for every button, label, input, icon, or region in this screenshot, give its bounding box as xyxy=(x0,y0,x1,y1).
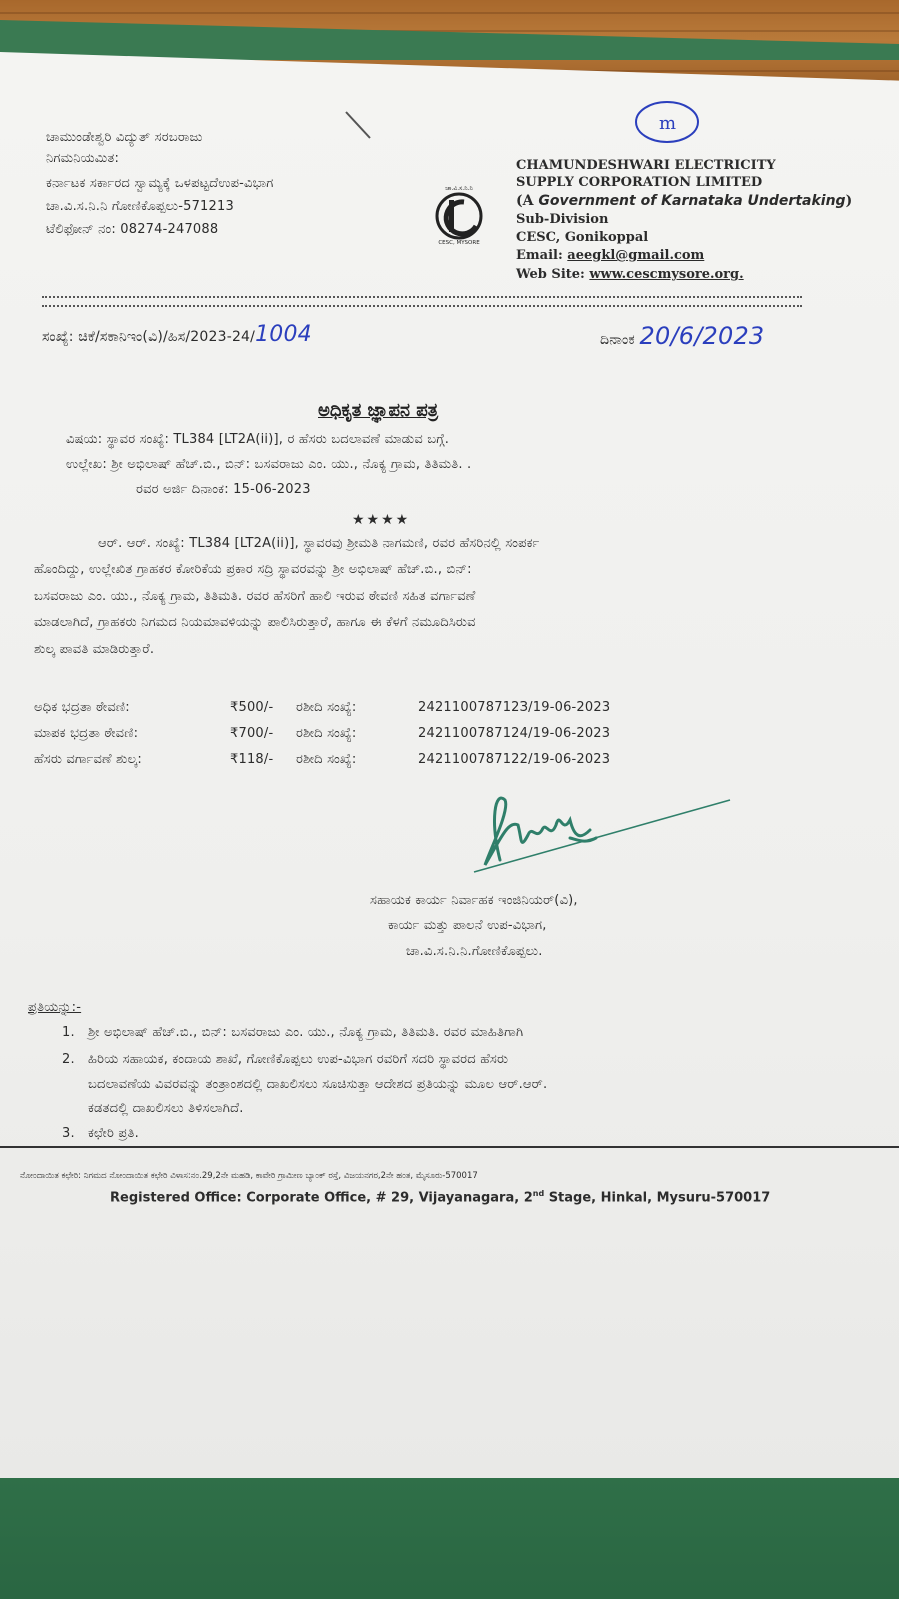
cesc-logo-icon xyxy=(424,182,494,246)
copy-item-text: ಕಛೇರಿ ಪ್ರತಿ. xyxy=(88,1126,139,1141)
body-line-4: ಮಾಡಲಾಗಿದೆ, ಗ್ರಾಹಕರು ನಿಗಮದ ನಿಯಮಾವಳಿಯನ್ನು ಪಾಲಿಸಿರುತ್ತಾರೆ, ಹಾಗೂ ಈ ಕೆಳಗೆ ನಮೂದಿಸಿರುವ xyxy=(34,615,476,630)
copy-item-number: 3. xyxy=(62,1126,75,1141)
header-kn-line-1: ಚಾಮುಂಡೇಶ್ವರಿ ವಿದ್ಯುತ್ ಸರಬರಾಜು xyxy=(46,130,203,145)
header-separator-2 xyxy=(42,305,802,307)
header-kn-line-3: ಕರ್ನಾಟಕ ಸರ್ಕಾರದ ಸ್ವಾಮ್ಯಕ್ಕೆ ಒಳಪಟ್ಟದೆಉಪ-ವಿಭಾಗ xyxy=(46,176,274,191)
svg-text:CESC, MYSORE: CESC, MYSORE xyxy=(438,240,480,246)
memo-title: ಅಧಿಕೃತ ಜ್ಞಾಪನ ಪತ್ರ xyxy=(318,400,439,421)
email-link[interactable]: aeegkl@gmail.com xyxy=(567,248,705,263)
signature-mark xyxy=(470,780,740,890)
header-kn-line-5: ಟೆಲಿಫೋನ್ ನಂ: 08274-247088 xyxy=(46,222,219,237)
svg-text:ಚಾ.ವಿ.ಸ.ನಿ.ನಿ: ಚಾ.ವಿ.ಸ.ನಿ.ನಿ xyxy=(445,185,473,192)
separator-stars: ★★★★ xyxy=(352,512,411,528)
reference-number: ಸಂಖ್ಯೆ: ಚಿಕೆ/ಸಕಾನಿಇಂ(ವಿ)/ಹಿಸ/2023-24/1004 xyxy=(42,322,312,347)
handwritten-circle-mark xyxy=(631,98,701,148)
fee-row: ಮಾಪಕ ಭದ್ರತಾ ಠೇವಣಿ: ₹700/- ರಶೀದಿ ಸಂಖ್ಯೆ: 2421100787124/19-06-2023 xyxy=(34,726,611,741)
pen-mark xyxy=(340,108,380,144)
copy-item-number: 1. xyxy=(62,1025,75,1040)
footer-registered-office: Registered Office: Corporate Office, # 29, Vijayanagara, 2nd Stage, Hinkal, Mysuru-570017 xyxy=(110,1189,771,1206)
header-kn-line-4: ಚಾ.ವಿ.ಸ.ನಿ.ನಿ ಗೋಣಿಕೊಪ್ಪಲು-571213 xyxy=(46,199,234,214)
copies-label: ಪ್ರತಿಯನ್ನು:- xyxy=(28,1000,82,1015)
document-sheet xyxy=(0,52,899,1482)
fee-row: ಹೆಸರು ವರ್ಗಾವಣೆ ಶುಲ್ಕ: ₹118/- ರಶೀದಿ ಸಂಖ್ಯೆ: 2421100787122/19-06-2023 xyxy=(34,752,611,767)
body-line-5: ಶುಲ್ಕ ಪಾವತಿ ಮಾಡಿರುತ್ತಾರೆ. xyxy=(34,642,155,657)
header-kn-line-2: ನಿಗಮನಿಯಮಿತ: xyxy=(46,151,120,166)
office-name: CESC, Gonikoppal xyxy=(516,230,649,245)
copy-item-number: 2. xyxy=(62,1052,75,1067)
company-undertaking: (A Government of Karnataka Undertaking) xyxy=(516,193,853,209)
signatory-location: ಚಾ.ವಿ.ಸ.ನಿ.ನಿ.ಗೋಣಿಕೊಪ್ಪಲು. xyxy=(406,944,543,959)
signatory-designation: ಸಹಾಯಕ ಕಾರ್ಯ ನಿರ್ವಾಹಕ ಇಂಜಿನಿಯರ್(ವಿ), xyxy=(370,893,578,908)
header-separator xyxy=(42,296,802,298)
application-date-line: ರವರ ಅರ್ಜಿ ದಿನಾಂಕ: 15-06-2023 xyxy=(136,482,311,497)
body-line-3: ಬಸವರಾಜು ಎಂ. ಯು., ನೊಕ್ಯ ಗ್ರಾಮ, ತಿತಿಮತಿ. ರವರ ಹೆಸರಿಗೆ ಹಾಲಿ ಇರುವ ಠೇವಣಿ ಸಹಿತ ವರ್ಗಾವಣೆ xyxy=(34,589,476,604)
copy-item-text: ಹಿರಿಯ ಸಹಾಯಕ, ಕಂದಾಯ ಶಾಖೆ, ಗೋಣಿಕೊಪ್ಪಲು ಉಪ-ವಿಭಾಗ ರವರಿಗೆ ಸದರಿ ಸ್ಥಾವರದ ಹೆಸರು xyxy=(88,1052,509,1067)
handwritten-date: 20/6/2023 xyxy=(639,322,765,350)
copy-item-text: ಕಡತದಲ್ಲಿ ದಾಖಲಿಸಲು ತಿಳಿಸಲಾಗಿದೆ. xyxy=(88,1101,244,1116)
body-line-2: ಹೊಂದಿದ್ದು, ಉಲ್ಲೇಖಿತ ಗ್ರಾಹಕರ ಕೋರಿಕೆಯ ಪ್ರಕಾರ ಸದ್ರಿ ಸ್ಥಾವರವನ್ನು ಶ್ರೀ ಅಭಿಲಾಷ್ ಹೆಚ್.ಬಿ., ಬಿನ್: xyxy=(34,562,472,577)
signatory-office: ಕಾರ್ಯ ಮತ್ತು ಪಾಲನೆ ಉಪ-ವಿಭಾಗ, xyxy=(388,918,547,933)
body-line-1: ಆರ್. ಆರ್. ಸಂಖ್ಯೆ: TL384 [LT2A(ii)], ಸ್ಥಾವರವು ಶ್ರೀಮತಿ ನಾಗಮಣಿ, ರವರ ಹೆಸರಿನಲ್ಲಿ ಸಂಪರ್ಕ xyxy=(98,536,540,551)
subject-line: ವಿಷಯ: ಸ್ಥಾವರ ಸಂಖ್ಯೆ: TL384 [LT2A(ii)], ರ ಹೆಸರು ಬದಲಾವಣೆ ಮಾಡುವ ಬಗ್ಗೆ. xyxy=(66,432,450,447)
copy-item-text: ಶ್ರೀ ಅಭಿಲಾಷ್ ಹೆಚ್.ಬಿ., ಬಿನ್: ಬಸವರಾಜು ಎಂ. ಯು., ನೊಕ್ಯ ಗ್ರಾಮ, ತಿತಿಮತಿ. ರವರ ಮಾಹಿತಿಗಾಗಿ xyxy=(88,1025,524,1040)
reference-date: ದಿನಾಂಕ 20/6/2023 xyxy=(600,322,765,350)
website-link[interactable]: www.cescmysore.org. xyxy=(589,267,744,282)
sub-division-label: Sub-Division xyxy=(516,212,609,227)
svg-text:m: m xyxy=(659,113,677,134)
copy-item-text: ಬದಲಾವಣೆಯ ವಿವರವನ್ನು ತಂತ್ರಾಂಶದಲ್ಲಿ ದಾಖಲಿಸಲು ಸೂಚಿಸುತ್ತಾ ಆದೇಶದ ಪ್ರತಿಯನ್ನು ಮೂಲ ಆರ್.ಆರ್. xyxy=(88,1077,548,1092)
handwritten-ref-number: 1004 xyxy=(255,322,312,347)
company-name-line-2: SUPPLY CORPORATION LIMITED xyxy=(516,175,763,190)
footer-kannada-address: ನೋಂದಾಯಿತ ಕಛೇರಿ: ನಿಗಮದ ನೋಂದಾಯಿತ ಕಛೇರಿ ವಿಳಾಸ:ನಂ.29,2ನೇ ಮಹಡಿ, ಕಾವೇರಿ ಗ್ರಾಮೀಣ ಬ್ಯಾಂಕ್ ರಸ್ತೆ, ವಿಜಯನಗರ,2ನೇ ಹಂತ, ಮೈಸೂರು-570017 xyxy=(20,1171,478,1181)
green-folder-bottom xyxy=(0,1478,899,1599)
website-line: Web Site: www.cescmysore.org. xyxy=(516,267,744,282)
reference-line: ಉಲ್ಲೇಖ: ಶ್ರೀ ಅಭಿಲಾಷ್ ಹೆಚ್.ಬಿ., ಬಿನ್: ಬಸವರಾಜು ಎಂ. ಯು., ನೊಕ್ಯ ಗ್ರಾಮ, ತಿತಿಮತಿ. . xyxy=(66,457,472,472)
fee-row: ಅಧಿಕ ಭದ್ರತಾ ಠೇವಣಿ: ₹500/- ರಶೀದಿ ಸಂಖ್ಯೆ: 242110078712З/19-06-2023 xyxy=(34,700,611,715)
email-line: Email: aeegkl@gmail.com xyxy=(516,248,705,263)
company-name-line-1: CHAMUNDESHWARI ELECTRICITY xyxy=(516,158,776,173)
footer-separator xyxy=(0,1146,899,1148)
